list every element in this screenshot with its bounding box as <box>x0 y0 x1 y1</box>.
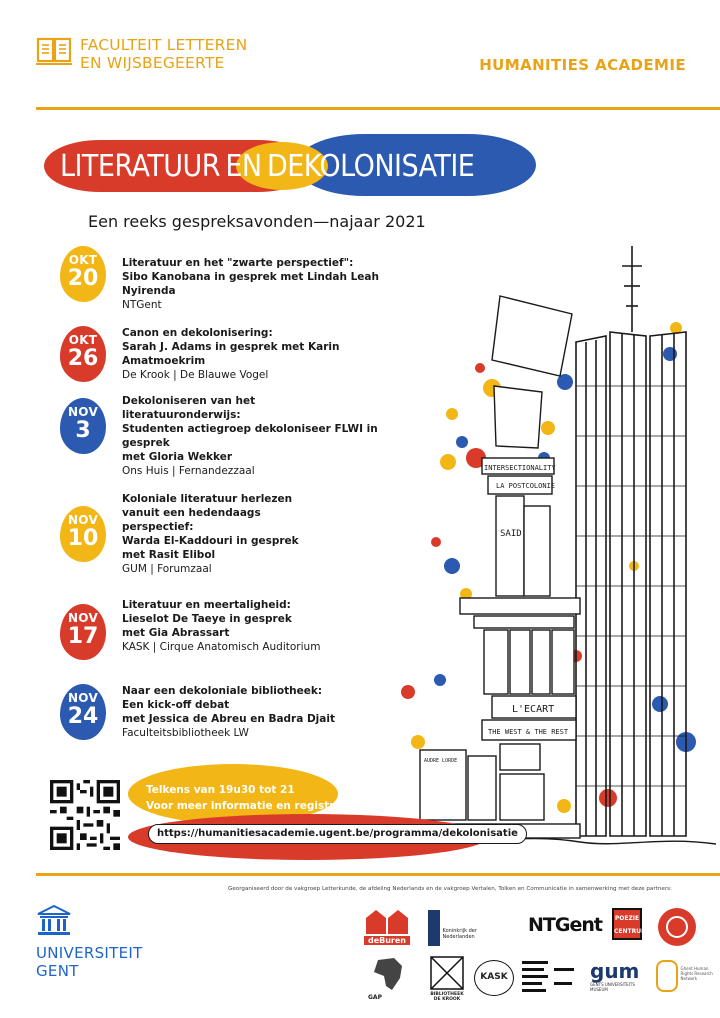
university-name <box>36 944 143 980</box>
date-badge <box>60 604 106 660</box>
title-part-2: EN <box>225 149 262 184</box>
date-month: OKT <box>68 253 98 267</box>
event-venue: NTGent <box>122 299 162 311</box>
date-month: NOV <box>67 611 99 625</box>
date-badge <box>60 684 106 740</box>
date-month: OKT <box>68 333 98 347</box>
book-label: AUDRE LORDE <box>424 758 458 764</box>
partner-logo-badge <box>658 908 696 946</box>
deburen-icon <box>364 910 410 934</box>
event-title: Literatuur en het "zwarte perspectief": <box>122 257 354 269</box>
book-icon <box>36 36 72 66</box>
gap-label: GAP <box>368 994 382 1001</box>
netherlands-crest-icon <box>428 910 440 946</box>
event-venue: Ons Huis | Fernandezzaal <box>122 465 255 477</box>
header-divider <box>36 107 720 110</box>
partner-logo-gap <box>368 956 408 1002</box>
event-speakers: met Jessica de Abreu en Badra Djait <box>122 713 335 725</box>
bibliotheek-label: BIBLIOTHEEK DE KROOK <box>430 992 464 1002</box>
academy-name: HUMANITIES ACADEMIE <box>479 56 686 74</box>
netherlands-label: Koninkrijk der Nederlanden <box>442 928 477 940</box>
university-name-line2: GENT <box>36 962 79 980</box>
partner-logo-poeziecentrum: POEZIE CENTRUM <box>612 908 642 940</box>
event-speakers: Studenten actiegroep dekoloniseer FLWI in gesprek <box>122 423 378 449</box>
faculty-name <box>80 36 247 72</box>
hrn-label: Ghent Human Rights Research Network <box>680 966 713 981</box>
event-title: Literatuur en meertaligheid: <box>122 599 291 611</box>
event-speakers: met Rasit Elibol <box>122 549 216 561</box>
partner-logo-gum <box>590 960 650 1000</box>
date-badge <box>60 246 106 302</box>
africa-map-icon <box>368 956 408 992</box>
conservatorium-icon <box>522 958 580 998</box>
date-month: NOV <box>67 691 99 705</box>
date-day: 17 <box>67 624 99 649</box>
date-month: NOV <box>67 405 99 419</box>
badge-icon <box>666 916 688 938</box>
event-title: Koloniale literatuur herlezen vanuit een hedendaags perspectief: <box>122 493 293 533</box>
event-speakers: met Gloria Wekker <box>122 451 232 463</box>
page-subtitle: Een reeks gespreksavonden—najaar 2021 <box>88 212 426 231</box>
date-day: 20 <box>67 266 99 291</box>
book-label: LA POSTCOLONIE <box>496 482 556 490</box>
date-badge <box>60 506 106 562</box>
partner-logo-bibliotheek <box>428 956 466 1002</box>
footer-divider <box>36 873 720 876</box>
hrn-icon <box>656 960 678 992</box>
event-time: Telkens van 19u30 tot 21 <box>146 784 295 796</box>
title-part-3: DEKOLONISATIE <box>266 149 475 184</box>
organizers-note: Georganiseerd door de vakgroep Letterkunde, de afdeling Nederlands en de vakgroep Vertalen, Tolken en Communicatie in samenwerking met deze partners: <box>228 886 672 892</box>
event-venue: De Krook | De Blauwe Vogel <box>122 369 269 381</box>
partner-logo-netherlands <box>428 910 512 948</box>
gum-sublabel: GENTS UNIVERSITEITS MUSEUM <box>590 982 635 992</box>
date-day: 10 <box>67 526 99 551</box>
info-registration-label: Voor meer informatie en registratie: <box>146 800 362 812</box>
partner-logo-ntgent: NTGent <box>528 914 602 936</box>
date-month: NOV <box>67 513 99 527</box>
university-name-line1: UNIVERSITEIT <box>36 944 143 962</box>
university-building-icon <box>36 904 72 938</box>
date-badge <box>60 326 106 382</box>
book-label: THE WEST & THE REST <box>488 728 569 736</box>
partner-logo-hrn <box>656 960 716 998</box>
partner-logo-conservatorium <box>522 958 580 998</box>
date-badge <box>60 398 106 454</box>
date-day: 3 <box>75 418 91 443</box>
book-tower-illustration <box>400 236 716 866</box>
book-label: L'ECART <box>512 704 555 715</box>
date-day: 26 <box>67 346 99 371</box>
faculty-name-line1: FACULTEIT LETTEREN <box>80 36 248 54</box>
qr-code[interactable] <box>50 780 120 850</box>
gum-label: gum <box>590 959 640 983</box>
event-speakers: Warda El-Kaddouri in gesprek <box>122 535 299 547</box>
partner-logo-deburen <box>364 910 410 950</box>
event-venue: KASK | Cirque Anatomisch Auditorium <box>122 641 321 653</box>
registration-link[interactable]: https://humanitiesacademie.ugent.be/programma/dekolonisatie <box>148 824 527 844</box>
faculty-name-line2: EN WIJSBEGEERTE <box>80 54 225 72</box>
partner-logo-kask: KASK <box>474 960 514 996</box>
page-title <box>60 149 483 184</box>
event-speakers: Een kick-off debat <box>122 699 230 711</box>
event-title: Naar een dekoloniale bibliotheek: <box>122 685 323 697</box>
book-label: SAID <box>500 529 522 539</box>
event-title: Dekoloniseren van het literatuuronderwijs: <box>122 395 256 421</box>
book-label: INTERSECTIONALITY <box>484 464 556 472</box>
event-speakers: met Gia Abrassart <box>122 627 230 639</box>
event-venue: GUM | Forumzaal <box>122 563 212 575</box>
title-part-1: LITERATUUR <box>60 149 220 184</box>
date-day: 24 <box>67 704 99 729</box>
event-speakers: Sarah J. Adams in gesprek met Karin Amatmoekrim <box>122 341 340 367</box>
event-title: Canon en dekolonisering: <box>122 327 273 339</box>
event-speakers: Lieselot De Taeye in gesprek <box>122 613 292 625</box>
bibliotheek-icon <box>430 956 464 990</box>
event-speakers: Sibo Kanobana in gesprek met Lindah Leah Nyirenda <box>122 271 379 297</box>
event-venue: Faculteitsbibliotheek LW <box>122 727 249 739</box>
deburen-label: deBuren <box>364 936 410 945</box>
